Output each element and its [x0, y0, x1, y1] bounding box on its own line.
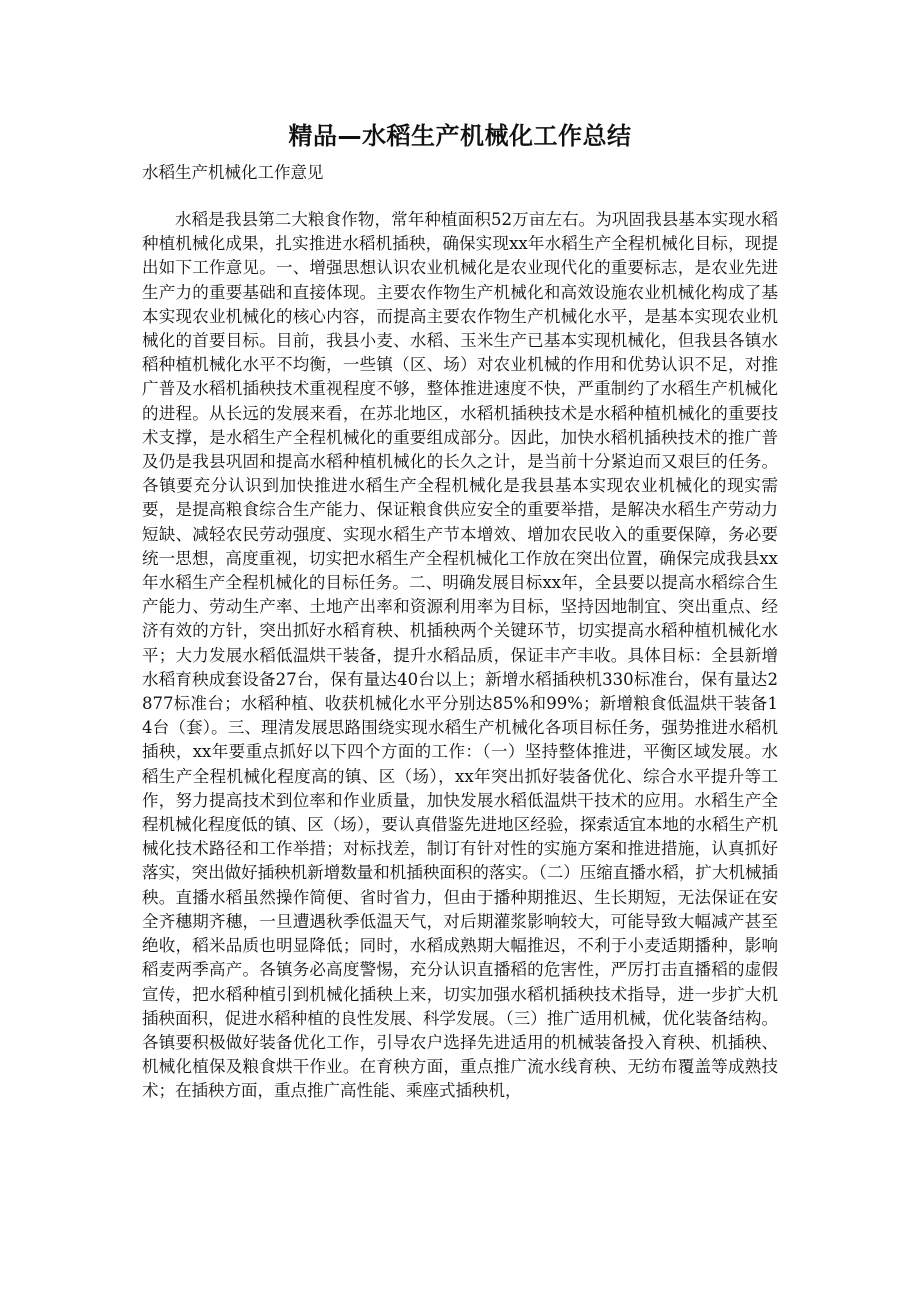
document-body-paragraph: 水稻是我县第二大粮食作物，常年种植面积52万亩左右。为巩固我县基本实现水稻种植机械化成果，扎实推进水稻机插秧，确保实现xx年水稻生产全程机械化目标，现提出如下工作意见。一、增强思想认识农业机械化是农业现代化的重要标志，是农业先进生产力的重要基础和直接体现。主要农作物生产机械化和高效设施农业机械化构成了基本实现农业机械化的核心内容，而提高主要农作物生产机械化水平，是基本实现农业机械化的首要目标。目前，我县小麦、水稻、玉米生产已基本实现机械化，但我县各镇水稻种植机械化水平不均衡，一些镇（区、场）对农业机械的作用和优势认识不足，对推广普及水稻机插秧技术重视程度不够，整体推进速度不快，严重制约了水稻生产机械化的进程。从长远的发展来看，在苏北地区，水稻机插秧技术是水稻种植机械化的重要技术支撑，是水稻生产全程机械化的重要组成部分。因此，加快水稻机插秧技术的推广普及仍是我县巩固和提高水稻种植机械化的长久之计，是当前十分紧迫而又艰巨的任务。各镇要充分认识到加快推进水稻生产全程机械化是我县基本实现农业机械化的现实需要，是提高粮食综合生产能力、保证粮食供应安全的重要举措，是解决水稻生产劳动力短缺、减轻农民劳动强度、实现水稻生产节本增效、增加农民收入的重要保障，务必要统一思想，高度重视，切实把水稻生产全程机械化工作放在突出位置，确保完成我县xx年水稻生产全程机械化的目标任务。二、明确发展目标xx年，全县要以提高水稻综合生产能力、劳动生产率、土地产出率和资源利用率为目标，坚持因地制宜、突出重点、经济有效的方针，突出抓好水稻育秧、机插秧两个关键环节，切实提高水稻种植机械化水平；大力发展水稻低温烘干装备，提升水稻品质，保证丰产丰收。具体目标：全县新增水稻育秧成套设备27台，保有量达40台以上；新增水稻插秧机330标准台，保有量达2877标准台；水稻种植、收获机械化水平分别达85%和99%；新增粮食低温烘干装备14台（套）。三、理清发展思路围绕实现水稻生产机械化各项目标任务，强势推进水稻机插秧，xx年要重点抓好以下四个方面的工作：（一）坚持整体推进，平衡区域发展。水稻生产全程机械化程度高的镇、区（场），xx年突出抓好装备优化、综合水平提升等工作，努力提高技术到位率和作业质量，加快发展水稻低温烘干技术的应用。水稻生产全程机械化程度低的镇、区（场），要认真借鉴先进地区经验，探索适宜本地的水稻生产机械化技术路径和工作举措；对标找差，制订有针对性的实施方案和推进措施，认真抓好落实，突出做好插秧机新增数量和机插秧面积的落实。（二）压缩直播水稻，扩大机械插秧。直播水稻虽然操作简便、省时省力，但由于播种期推迟、生长期短，无法保证在安全齐穗期齐穗，一旦遭遇秋季低温天气，对后期灌浆影响较大，可能导致大幅减产甚至绝收，稻米品质也明显降低；同时，水稻成熟期大幅推迟，不利于小麦适期播种，影响稻麦两季高产。各镇务必高度警惕，充分认识直播稻的危害性，严厉打击直播稻的虚假宣传，把水稻种植引到机械化插秧上来，切实加强水稻机插秧技术指导，进一步扩大机插秧面积，促进水稻种植的良性发展、科学发展。（三）推广适用机械，优化装备结构。各镇要积极做好装备优化工作，引导农户选择先进适用的机械装备投入育秧、机插秧、机械化植保及粮食烘干作业。在育秧方面，重点推广流水线育秧、无纺布覆盖等成熟技术；在插秧方面，重点推广高性能、乘座式插秧机，	[142, 210, 778, 1101]
document-title: 精品—水稻生产机械化工作总结	[288, 122, 632, 150]
document-subtitle: 水稻生产机械化工作意见	[142, 163, 324, 182]
